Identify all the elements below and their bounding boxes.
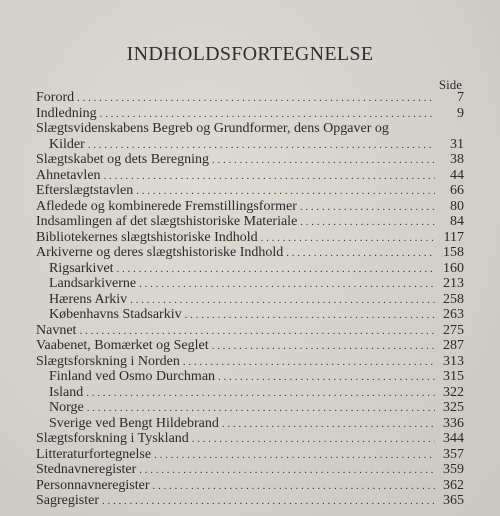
toc-entry-title: Stednavneregister xyxy=(36,462,137,477)
toc-entry-title: Arkiverne og deres slægtshistoriske Indhold xyxy=(36,245,284,260)
toc-entry-page-number: 44 xyxy=(450,167,464,183)
toc-entry-page-number: 263 xyxy=(443,307,464,322)
toc-entry-page-number: 213 xyxy=(443,276,464,291)
toc-entry xyxy=(36,90,464,106)
toc-entry-page-number: 322 xyxy=(443,384,464,400)
toc-entry-page-number: 362 xyxy=(443,477,464,493)
toc-entry-title: Ahnetavlen xyxy=(36,167,101,183)
dot-leader xyxy=(261,231,435,247)
dot-leader xyxy=(300,200,435,216)
toc-entry xyxy=(36,462,464,478)
toc-entry xyxy=(36,369,464,385)
toc-entry xyxy=(36,106,464,122)
dot-leader xyxy=(154,448,435,464)
dot-leader xyxy=(102,494,435,510)
toc-entry-title: Efterslægtstavlen xyxy=(36,183,134,198)
toc-entry-title: Afledede og kombinerede Fremstillingsformer xyxy=(36,198,297,214)
toc-entry xyxy=(36,416,464,432)
toc-entry-page-number: 365 xyxy=(443,493,464,508)
toc-entry xyxy=(36,121,464,137)
page-title: INDHOLDSFORTEGNELSE xyxy=(126,43,374,65)
page-column-header: Side xyxy=(438,77,462,92)
toc-entry-page-number: 66 xyxy=(450,183,464,198)
table-of-contents xyxy=(36,90,464,509)
toc-entry-page-number: 275 xyxy=(443,322,464,338)
toc-entry-title: Kilder xyxy=(49,136,85,152)
dot-leader xyxy=(212,339,435,355)
toc-entry-page-number: 38 xyxy=(450,152,464,167)
toc-entry xyxy=(36,447,464,463)
toc-entry xyxy=(36,245,464,261)
toc-entry-title: Finland ved Osmo Durchman xyxy=(49,369,216,384)
toc-entry-page-number: 80 xyxy=(450,198,464,214)
toc-entry xyxy=(36,354,464,370)
toc-entry-title: Sagregister xyxy=(36,493,99,508)
toc-entry-title: Vaabenet, Bomærket og Seglet xyxy=(36,338,209,353)
toc-entry-page-number: 117 xyxy=(443,229,464,245)
toc-entry-page-number: 287 xyxy=(443,338,464,353)
toc-entry-title: Slægtsvidenskabens Begreb og Grundformer, dens Opgaver og xyxy=(36,121,389,136)
dot-leader xyxy=(300,215,435,231)
toc-entry xyxy=(36,307,464,323)
toc-entry-title: Sverige ved Bengt Hildebrand xyxy=(49,415,219,431)
dot-leader xyxy=(104,169,435,185)
dot-leader xyxy=(88,138,435,154)
toc-entry-page-number: 336 xyxy=(443,415,464,431)
toc-entry xyxy=(36,493,464,509)
dot-leader xyxy=(117,262,435,278)
dot-leader xyxy=(222,417,435,433)
dot-leader xyxy=(100,107,435,123)
toc-entry-page-number: 160 xyxy=(443,260,464,276)
toc-entry xyxy=(36,323,464,339)
toc-entry-title: Slægtsforskning i Tyskland xyxy=(36,431,189,446)
toc-entry-title: Indledning xyxy=(36,105,97,121)
dot-leader xyxy=(218,370,435,386)
toc-entry xyxy=(36,292,464,308)
dot-leader xyxy=(139,277,435,293)
toc-entry-title: Slægtsforskning i Norden xyxy=(36,353,180,369)
toc-entry-title: Norge xyxy=(49,400,84,415)
toc-entry-page-number: 313 xyxy=(443,353,464,369)
toc-entry-title: Indsamlingen af det slægtshistoriske Materiale xyxy=(36,214,298,229)
toc-entry-title: Forord xyxy=(36,90,75,105)
toc-entry-title: Personnavneregister xyxy=(36,477,150,493)
toc-entry-title: Navnet xyxy=(36,322,77,338)
toc-entry xyxy=(36,478,464,494)
toc-entry-page-number: 258 xyxy=(443,291,464,307)
dot-leader xyxy=(136,184,435,200)
dot-leader xyxy=(79,324,435,340)
dot-leader xyxy=(130,293,435,309)
dot-leader xyxy=(87,401,435,417)
toc-entry xyxy=(36,431,464,447)
toc-entry-page-number: 7 xyxy=(457,90,464,105)
toc-entry xyxy=(36,152,464,168)
toc-entry-title: Rigsarkivet xyxy=(49,260,114,276)
dot-leader xyxy=(183,355,435,371)
toc-entry xyxy=(36,230,464,246)
toc-entry-page-number: 31 xyxy=(450,136,464,152)
dot-leader xyxy=(286,246,435,262)
toc-entry xyxy=(36,214,464,230)
toc-entry xyxy=(36,199,464,215)
dot-leader xyxy=(185,308,435,324)
toc-entry-page-number: 357 xyxy=(443,446,464,462)
toc-entry xyxy=(36,385,464,401)
dot-leader xyxy=(192,432,435,448)
toc-entry-page-number: 158 xyxy=(443,245,464,260)
toc-entry-title: Slægtskabet og dets Beregning xyxy=(36,152,210,167)
toc-entry-page-number: 359 xyxy=(443,462,464,477)
toc-entry-page-number: 315 xyxy=(443,369,464,384)
toc-entry xyxy=(36,168,464,184)
toc-entry-title: Litteraturfortegnelse xyxy=(36,446,152,462)
toc-entry-page-number: 9 xyxy=(457,105,464,121)
dot-leader xyxy=(153,479,435,495)
toc-entry-title: Hærens Arkiv xyxy=(49,291,128,307)
toc-entry-title: Bibliotekernes slægtshistoriske Indhold xyxy=(36,229,258,245)
toc-entry xyxy=(36,338,464,354)
toc-entry xyxy=(36,261,464,277)
dot-leader xyxy=(77,91,435,107)
toc-entry-title: Island xyxy=(49,384,84,400)
toc-entry xyxy=(36,183,464,199)
toc-entry-title: Københavns Stadsarkiv xyxy=(49,307,182,322)
dot-leader xyxy=(212,153,435,169)
toc-entry-page-number: 84 xyxy=(450,214,464,229)
dot-leader xyxy=(139,463,435,479)
toc-entry-page-number: 344 xyxy=(443,431,464,446)
toc-entry xyxy=(36,276,464,292)
toc-entry-title: Landsarkiverne xyxy=(49,276,137,291)
toc-entry xyxy=(36,400,464,416)
dot-leader xyxy=(86,386,435,402)
toc-entry xyxy=(36,137,464,153)
toc-entry-page-number: 325 xyxy=(443,400,464,415)
